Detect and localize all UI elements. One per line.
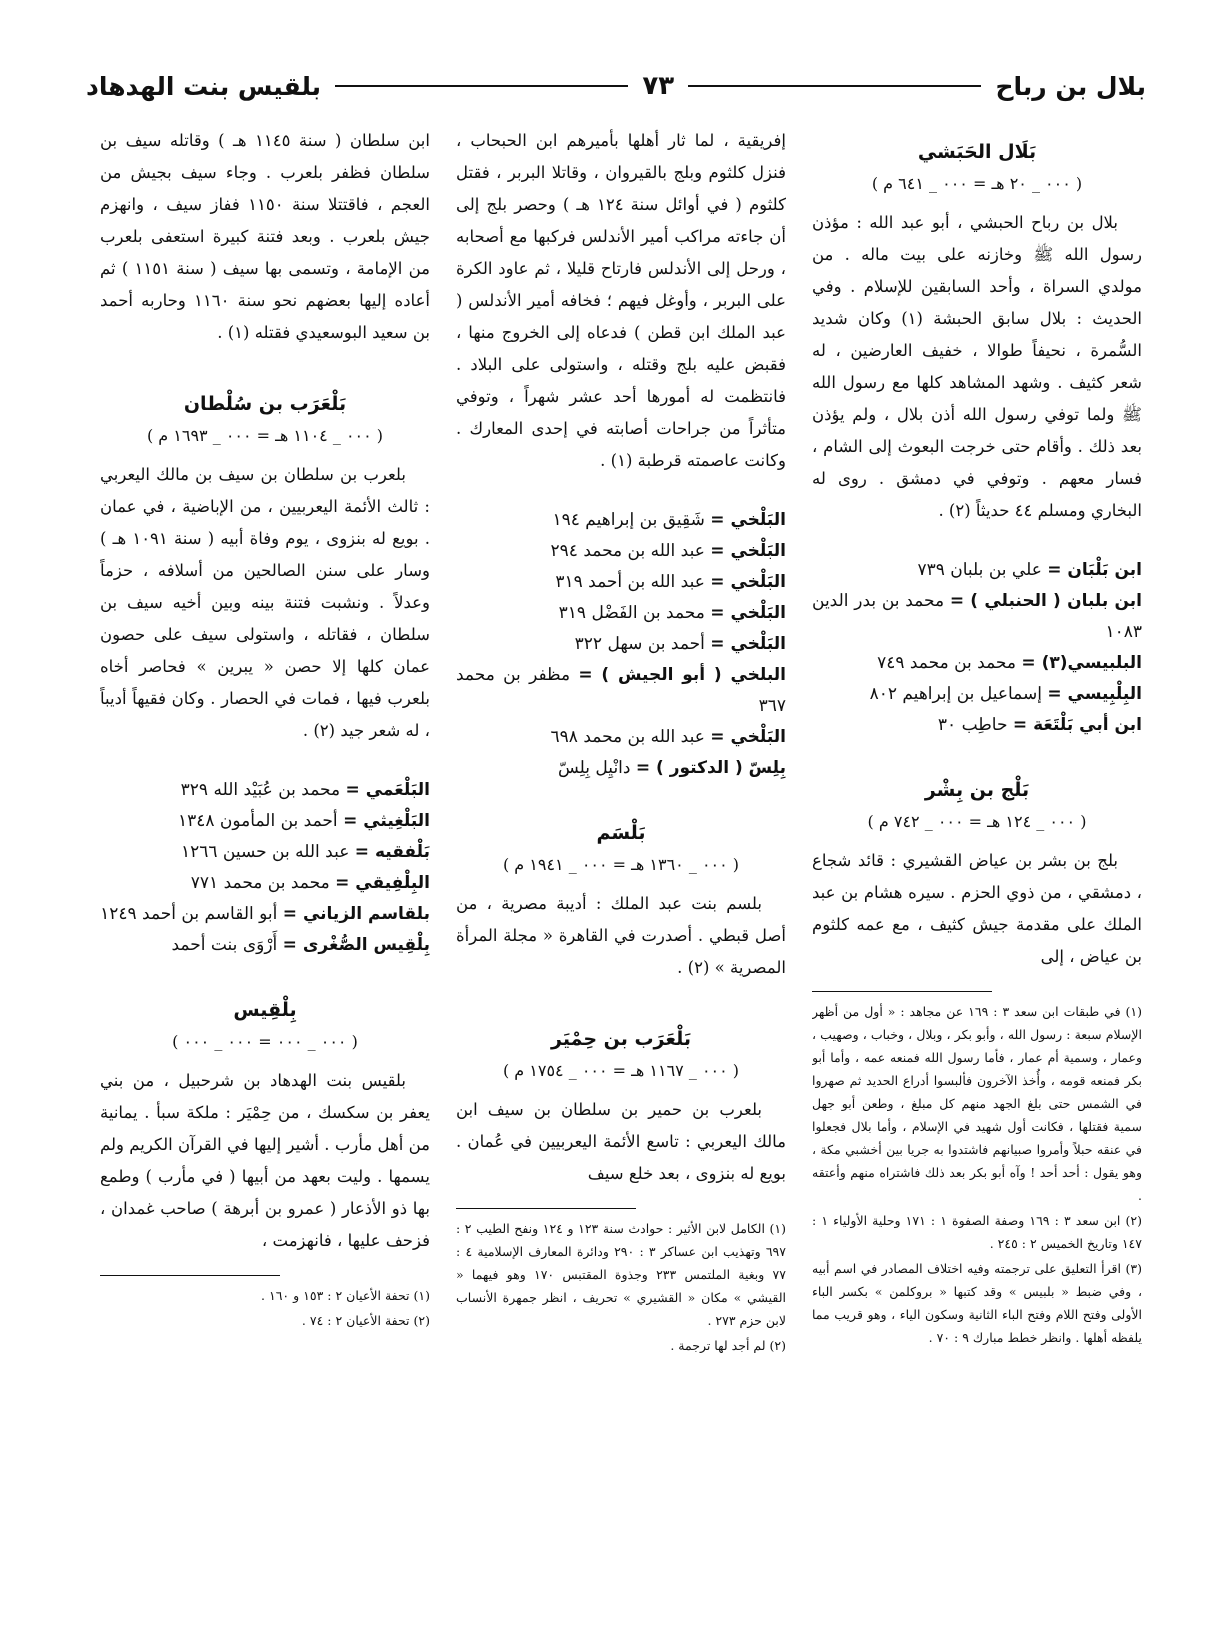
footnote: (١) تحفة الأعيان ٢ : ١٥٣ و ١٦٠ . [261, 1288, 430, 1303]
xref-target: علي بن بلبان ٧٣٩ [917, 560, 1048, 580]
entry-text: بلقيس بنت الهدهاد بن شرحبيل ، من بني يعفر بن سكسك ، من حِمْيَر : ملكة سبأ . يمانية من أهل مأرب . أشير إليها في القرآن الكريم ولم يسمها . وليت بعهد من أبيها ( في مأرب ) وطمع بها ذو الأذعار ( عمرو بن أبرهة ) صاحب غمدان ، فزحف عليها ، فانهزمت ، [100, 1071, 430, 1250]
xref-name: البَلْخي = [710, 541, 786, 561]
cross-reference [456, 598, 786, 629]
entry-heading: بَلْعَرَب بن سُلْطان [183, 393, 347, 415]
header-right-title: بلال بن رباح [995, 71, 1146, 101]
xref-target: أحمد بن سهل ٣٢٢ [574, 634, 711, 654]
xref-name: بَلْفقيه = [354, 842, 430, 862]
cross-reference [456, 567, 786, 598]
xref-name: البَلْخي = [710, 510, 786, 530]
xref-name: بلقاسم الزياني = [282, 904, 430, 924]
xref-name: البَلْخي = [710, 572, 786, 592]
spacer [100, 753, 430, 775]
footnote-divider [100, 1275, 280, 1276]
running-header [86, 58, 1146, 114]
xref-name: ابن أبي بَلْتَعَة = [1012, 715, 1142, 735]
column-left [100, 125, 430, 1630]
header-left-title: بلقيس بنت الهدهاد [86, 71, 322, 101]
cross-reference [812, 710, 1142, 741]
page-number: ٧٣ [642, 71, 675, 101]
xref-target: دانْيِل بِلِسّ [558, 758, 636, 778]
footnotes [100, 1284, 430, 1332]
xref-name: البِلْبِيسي = [1047, 684, 1142, 704]
spacer [812, 741, 1142, 763]
xref-name: البَلْخي = [710, 603, 786, 623]
entry-heading: بَلَال الحَبَشي [917, 141, 1037, 163]
cross-reference [100, 868, 430, 899]
xref-target: أبو القاسم بن أحمد ١٢٤٩ [100, 904, 283, 924]
xref-name: ابن بلبان ( الحنبلي ) = [949, 591, 1142, 611]
entry-heading: بِلْقِيس [233, 999, 297, 1021]
cross-reference [812, 679, 1142, 710]
footnote-divider [456, 1208, 636, 1209]
header-rule-left [335, 85, 628, 87]
xref-target: إسماعيل بن إبراهيم ٨٠٢ [869, 684, 1048, 704]
xref-target: عبد الله بن محمد ٢٩٤ [550, 541, 711, 561]
xref-target: شَقِيق بن إبراهيم ١٩٤ [552, 510, 711, 530]
cross-reference [456, 629, 786, 660]
cross-reference [100, 806, 430, 837]
xref-target: محمد بن الفَضْل ٣١٩ [558, 603, 711, 623]
cross-reference [100, 899, 430, 930]
entry-dates: ( ٠٠٠ _ ١١٦٧ هـ = ٠٠٠ _ ١٧٥٤ م ) [502, 1061, 740, 1080]
footnote: (١) الكامل لابن الأثير : حوادث سنة ١٢٣ و ١٢٤ ونفح الطيب ٢ : ٦٩٧ وتهذيب ابن عساكر ٣ : ٢٩٠ ودائرة المعارف الإسلامية ٤ : ٧٧ وبغية الملتمس ٢٣٣ وجذوة المقتبس ١٧٠ وهو فيهما « القيشي » مكان « القشيري » تحريف ، انظر جمهرة الأنساب لابن حزم ٢٧٣ . [456, 1221, 786, 1328]
entry-dates: ( ٠٠٠ _ ١٣٦٠ هـ = ٠٠٠ _ ١٩٤١ م ) [502, 855, 740, 874]
spacer [456, 483, 786, 505]
footnotes [456, 1217, 786, 1357]
footnote: (٣) اقرأ التعليق على ترجمته وفيه اختلاف المصادر في اسم أبيه ، وفي ضبط « بلبيس » وقد كتبها « بروكلمن » بكسر الباء الأولى وفتح اللام وفتح الباء الثانية وسكون الياء ، وهو قريب مما يلفظه أهلها . وانظر خطط مبارك ٩ : ٧٠ . [812, 1261, 1142, 1345]
footnote-divider [812, 991, 992, 992]
entry-dates: ( ٠٠٠ _ ٠٠٠ = ٠٠٠ _ ٠٠٠ ) [172, 1032, 358, 1051]
footnote: (١) في طبقات ابن سعد ٣ : ١٦٩ عن مجاهد : « أول من أظهر الإسلام سبعة : رسول الله ، وأبو بكر ، وبلال ، وخباب ، وصهيب ، وعمار ، وسمية أم عمار ، فأما رسول الله فمنعه عمه ، وأما أبو بكر فمنعه قومه ، وأُخذ الآخرون فألبسوا أدراع الحديد ثم صهروا في الشمس حتى بلغ الجهد منهم كل مبلغ ، وطعن أبو جهل سمية فقتلها ، فكانت أول شهيد في الإسلام ، وأما بلال فجعلوا في عنقه حبلاً وأمروا صبيانهم فاشتدوا به جريا بين أخشبي مكة ، وهو يقول : أحد أحد ! وآه أبو بكر بعد ذلك فاشتراه منهم وأعتقه . [812, 1004, 1142, 1203]
xref-target: محمد بن بدر الدين ١٠٨٣ [812, 591, 1142, 642]
cross-reference [456, 536, 786, 567]
cross-reference [456, 753, 786, 784]
entry-text: بلعرب بن سلطان بن سيف بن مالك اليعربي : ثالث الأئمة اليعربيين ، من الإباضية ، في عمان . بويع له بنزوى ، يوم وفاة أبيه ( سنة ١٠٩١ هـ ) وسار على سنن الصالحين من أسلافه ، حزماً وعدلاً . ونشبت فتنة بينه وبين أخيه سيف بن سلطان ، فقاتله ، واستولى سيف على حصون عمان كلها إلا حصن « يبرين » فحاصر أخاه بلعرب فيها ، فمات في الحصار . وكان فقيهاً أديباً ، له شعر جيد (٢) . [100, 465, 430, 740]
xref-name: البَلْخي = [710, 727, 786, 747]
entry-heading: بَلْسَم [596, 822, 646, 844]
cross-reference [812, 648, 1142, 679]
xref-name: البلخي ( أبو الجيش ) = [578, 665, 786, 685]
xref-target: أحمد بن المأمون ١٣٤٨ [177, 811, 344, 831]
xref-target: أَرْوَى بنت أحمد [171, 935, 283, 955]
xref-target: حاطِب ٣٠ [937, 715, 1013, 735]
spacer [812, 533, 1142, 555]
column-right [812, 125, 1142, 1630]
xref-name: ابن بَلْبَان = [1047, 560, 1142, 580]
footnote: (٢) ابن سعد ٣ : ١٦٩ وصفة الصفوة ١ : ١٧١ وحلية الأولياء ١ : ١٤٧ وتاريخ الخميس ٢ : ٢٤٥ . [812, 1213, 1142, 1251]
entry-heading: بَلْج بن بِشْر [924, 779, 1030, 801]
entry-dates: ( ٠٠٠ _ ١١٠٤ هـ = ٠٠٠ _ ١٦٩٣ م ) [146, 426, 384, 445]
xref-target: محمد بن عُبَيْد الله ٣٢٩ [180, 780, 346, 800]
footnote: (٢) تحفة الأعيان ٢ : ٧٤ . [301, 1313, 430, 1328]
cross-reference [812, 586, 1142, 648]
entry-text: بلعرب بن حمير بن سلطان بن سيف ابن مالك اليعربي : تاسع الأئمة اليعربيين في عُمان . بويع له بنزوى ، بعد خلع سيف [456, 1100, 786, 1183]
xref-target: عبد الله بن أحمد ٣١٩ [555, 572, 711, 592]
entry-dates: ( ٠٠٠ _ ٢٠ هـ = ٠٠٠ _ ٦٤١ م ) [871, 174, 1083, 193]
xref-name: بِلْقِيس الصُّغْرى = [282, 935, 430, 955]
footnote: (٢) لم أجد لها ترجمة . [670, 1338, 786, 1353]
spacer [100, 355, 430, 377]
entry-text: بلسم بنت عبد الملك : أديبة مصرية ، من أصل قبطي . أصدرت في القاهرة « مجلة المرأة المصرية » (٢) . [456, 894, 786, 977]
cross-reference [100, 775, 430, 806]
entry-heading: بَلْعَرَب بن حِمْيَر [551, 1028, 691, 1050]
footnotes [812, 1000, 1142, 1349]
header-rule-right [688, 85, 981, 87]
xref-name: البَلْخي = [710, 634, 786, 654]
xref-target: مظفر بن محمد ٣٦٧ [456, 665, 786, 716]
spacer [100, 961, 430, 983]
spacer [456, 990, 786, 1012]
cross-reference [100, 930, 430, 961]
cross-reference [812, 555, 1142, 586]
xref-name: البَلْغِيثي = [343, 811, 430, 831]
xref-target: محمد بن محمد ٧٤٩ [877, 653, 1022, 673]
entry-text-continued: ابن سلطان ( سنة ١١٤٥ هـ ) وقاتله سيف بن سلطان فظفر بلعرب . وجاء سيف بجيش من العجم ، فاقتتلا سنة ١١٥٠ ففاز سيف ، وانهزم جيش بلعرب . وبعد فتنة كبيرة استعفى بلعرب من الإمامة ، وتسمى بها سيف ( سنة ١١٥١ ) ثم أعاده إليها بعضهم نحو سنة ١١٦٠ وحاربه أحمد بن سعيد البوسعيدي فقتله (١) . [100, 131, 430, 342]
spacer [456, 784, 786, 806]
cross-reference [100, 837, 430, 868]
xref-target: محمد بن محمد ٧٧١ [190, 873, 336, 893]
xref-name: بِلِسّ ( الدكتور ) = [635, 758, 786, 778]
xref-name: البلبيسي(٣) = [1021, 653, 1142, 673]
column-middle [456, 125, 786, 1630]
cross-reference [456, 722, 786, 753]
cross-reference [456, 505, 786, 536]
entry-text: بلال بن رباح الحبشي ، أبو عبد الله : مؤذن رسول الله ﷺ وخازنه على بيت ماله . من مولدي السراة ، وأحد السابقين للإسلام . وفي الحديث : بلال سابق الحبشة (١) وكان شديد السُّمرة ، نحيفاً طوالا ، خفيف العارضين ، له شعر كثيف . وشهد المشاهد كلها مع رسول الله ﷺ ولما توفي رسول الله أذن بلال ، ولم يؤذن بعد ذلك . وأقام حتى خرجت البعوث إلى الشام ، فسار معهم . وتوفي في دمشق . روى له البخاري ومسلم ٤٤ حديثاً (٢) . [812, 213, 1142, 520]
entry-dates: ( ٠٠٠ _ ١٢٤ هـ = ٠٠٠ _ ٧٤٢ م ) [867, 812, 1087, 831]
entry-text: بلج بن بشر بن عياض القشيري : قائد شجاع ، دمشقي ، من ذوي الحزم . سيره هشام بن عبد الملك على مقدمة جيش كثيف ، مع عمه كلثوم بن عياض ، إلى [812, 851, 1142, 966]
xref-target: عبد الله بن محمد ٦٩٨ [550, 727, 711, 747]
xref-target: عبد الله بن حسين ١٢٦٦ [180, 842, 355, 862]
entry-text-continued: إفريقية ، لما ثار أهلها بأميرهم ابن الحبحاب ، فنزل كلثوم وبلج بالقيروان ، وقاتلا البربر ، فقتل كلثوم ( في أوائل سنة ١٢٤ هـ ) وحصر بلج إلى أن جاءته مراكب أمير الأندلس فركبها مع أصحابه ، ورحل إلى الأندلس فارتاح قليلا ، ثم عاود الكرة على البربر ، وأوغل فيهم ؛ فخافه أمير الأندلس ( عبد الملك ابن قطن ) فدعاه إلى الخروج منها ، فقبض عليه بلج وقتله ، واستولى على البلاد . فانتظمت له أمورها أحد عشر شهراً ، وتوفي متأثراً من جراحات أصابته في إحدى المعارك . وكانت عاصمته قرطبة (١) . [456, 131, 786, 470]
cross-reference [456, 660, 786, 722]
xref-name: البِلْفِيقي = [335, 873, 430, 893]
xref-name: البَلْعَمي = [345, 780, 430, 800]
